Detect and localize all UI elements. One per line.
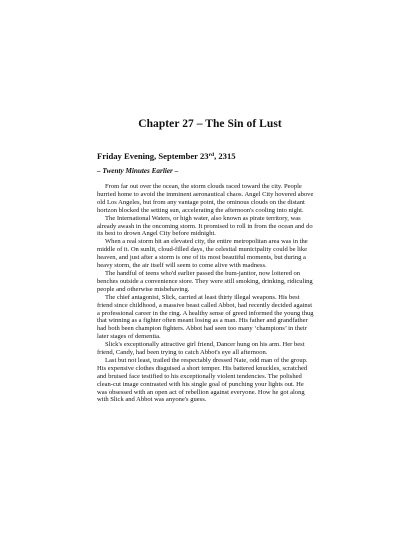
- date-ordinal-suffix: rd: [208, 152, 215, 158]
- paragraph: Slick's exceptionally attractive girl friend, Dancer hung on his arm. Her best friend, Candy, had been trying to catch Abbot's eye all afternoon.: [97, 341, 305, 357]
- paragraph: From far out over the ocean, the storm clouds raced toward the city. People hurried home to avoid the imminent aeronautical chaos. Angel City hovered above old Los Angeles, but from any vantage point, the ominous clouds on the distant horizon blocked the setting sun, accelerating the afternoon's cooling into night.: [97, 183, 314, 214]
- paragraph: When a real storm hit an elevated city, the entire metropolitan area was in the middle of it. On sunlit, cloud-filled days, the celestial municipality could be like heaven, and just after a storm is one of its most beautiful moments, but during a heavy storm, the air itself will seem to come alive with madness.: [97, 238, 308, 270]
- body-text: [97, 183, 315, 404]
- paragraph: The handful of teens who'd earlier passed the bum-janitor, now loitered on benches outside a convenience store. They were still smoking, drinking, ridiculing people and otherwise misbehaving.: [97, 269, 313, 293]
- paragraph: The chief antagonist, Slick, carried at least thirty illegal weapons. His best friend since childhood, a massive beast called Abbot, had recently decided against a professional career in the ring. A healthy sense of greed informed the young thug that winning as a fighter often meant losing as a man. His father and grandfather had both been champion fighters. Abbot had seen too many ‘champions’ in their later stages of dementia.: [97, 293, 314, 341]
- paragraph: Last but not least, trailed the respectably dressed Nate, odd man of the group. His expensive clothes disguised a short temper. His battered knuckles, scratched and bruised face testified to his exceptionally violent tendencies. The polished clean-cut image contrasted with his single goal of punching your lights out. He was obsessed with an open act of rebellion against everyone. How he got along with Slick and Abbot was anyone's guess.: [97, 356, 308, 404]
- paragraph: The International Waters, or high water, also known as pirate territory, was already awash in the oncoming storm. It promised to roll in from the ocean and do its best to drown Angel City before midnight.: [97, 214, 313, 238]
- time-note: – Twenty Minutes Earlier –: [97, 167, 179, 175]
- section-date-heading: [97, 151, 236, 161]
- chapter-title: Chapter 27 – The Sin of Lust: [138, 118, 282, 130]
- date-text: Friday Evening, September 23: [97, 151, 209, 161]
- date-year: , 2315: [214, 151, 236, 161]
